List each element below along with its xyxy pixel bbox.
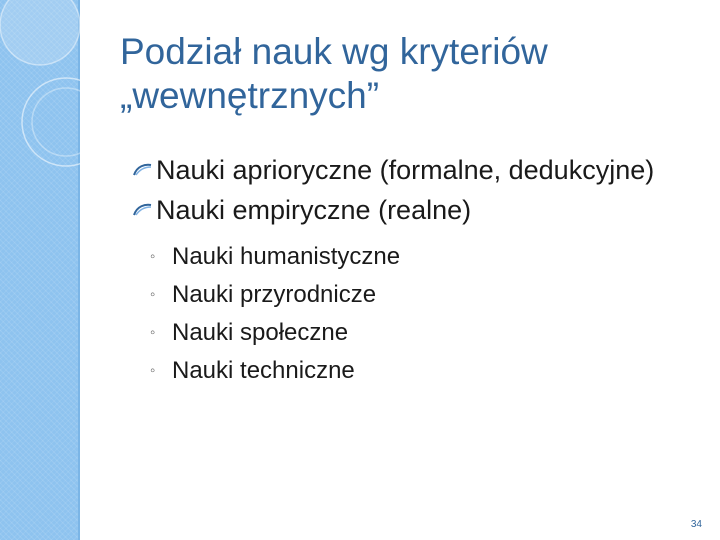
decorative-circles-icon	[0, 0, 140, 200]
sub-bullet-list	[148, 238, 696, 390]
bullet-item-aprioryczne	[136, 152, 696, 188]
circle-bullet-icon: ◦	[150, 286, 156, 303]
sub-bullet-text: Nauki przyrodnicze	[172, 281, 377, 308]
sub-bullet-text: Nauki społeczne	[172, 319, 349, 346]
circle-bullet-icon: ◦	[150, 362, 156, 379]
bullet-list	[136, 152, 696, 390]
circle-bullet-icon: ◦	[150, 324, 156, 341]
page-number: 34	[690, 519, 702, 530]
bullet-text: Nauki aprioryczne (formalne, dedukcyjne)	[156, 155, 655, 185]
bullet-text: Nauki empiryczne (realne)	[156, 195, 472, 225]
circle-bullet-icon: ◦	[150, 248, 156, 265]
list-item	[148, 276, 696, 314]
curved-bullet-icon	[132, 163, 152, 177]
list-item	[148, 238, 696, 276]
list-item	[148, 314, 696, 352]
bullet-item-empiryczne	[136, 192, 696, 228]
curved-bullet-icon	[132, 203, 152, 217]
sub-bullet-text: Nauki techniczne	[172, 357, 355, 384]
list-item	[148, 352, 696, 390]
slide-title: Podział nauk wg kryteriów „wewnętrznych”	[120, 31, 548, 116]
sub-bullet-text: Nauki humanistyczne	[172, 243, 401, 270]
